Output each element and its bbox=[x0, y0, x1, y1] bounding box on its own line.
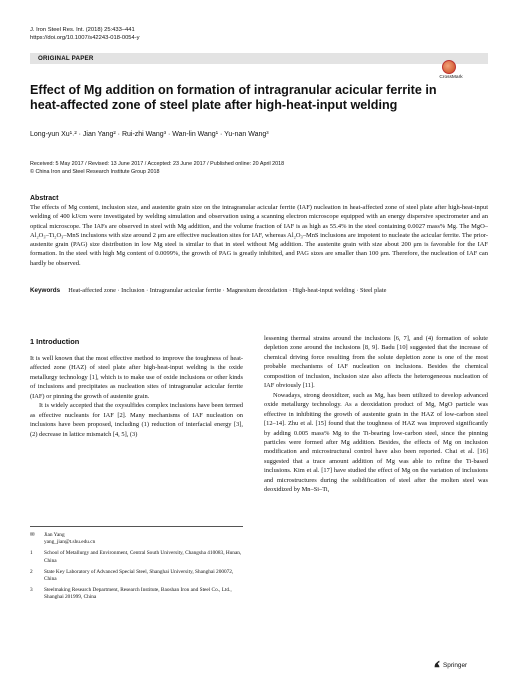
journal-citation bbox=[30, 26, 140, 42]
footnote-divider bbox=[30, 526, 243, 527]
author-footnotes bbox=[30, 532, 243, 606]
corresponding-author: Jian Yang bbox=[44, 532, 65, 538]
abstract-text: The effects of Mg content, inclusion size, and austenite grain size on the intragranular acicular ferrite (IAF) nucleation in heat-affected zone of steel plate after high-heat-input welding of 400 kJ/cm were investigated by welding simulation and observation using a scanning electron microscope equipped with an energy dispersive spectrometer and an optical microscope. The IAFs are observed in steel with Mg addition, and the volume fraction of IAF is as high as 55.4% in the steel containing 0.0027 mass% Mg. The MgO–Al₂O₃–Ti₂O₃–MnS inclusions with size around 2 μm are effective nucleation sites for IAF, whereas Al₂O₃–MnS inclusions are impotent to nucleate the acicular ferrite. The prior-austenite grain (PAG) size distribution in low Mg steel is similar to that in steel without Mg addition. The austenite grain with size about 200 μm is favorable for the IAF formation. In the steel with high Mg content of 0.0099%, the growth of PAG is greatly inhibited, and PAG sizes are smaller than 100 μm. Therefore, the nucleation of IAF can hardly be observed. bbox=[30, 204, 488, 267]
publication-history bbox=[30, 161, 490, 176]
author-list: Long-yun Xu¹˒² · Jian Yang² · Rui-zhi Wang³ · Wan-lin Wang¹ · Yu-nan Wang³ bbox=[30, 131, 269, 138]
paragraph: It is well known that the most effective method to improve the toughness of heat-affected zone (HAZ) of steel plate after high-heat-input welding is the oxide metallurgy technology [1], which is to make use of oxide inclusions or other kinds of inclusions and precipitates as nucleation sites of intragranular acicular ferrite (IAF) or pinning the growth of austenite grain. bbox=[30, 355, 243, 400]
crossmark-icon bbox=[442, 60, 456, 74]
paragraph: lessening thermal strains around the inclusions [6, 7], and (4) formation of solute depletion zone around the inclusions [8, 9]. Badu [10] suggested that the increase of chemical driving force resulting from the solute depletion zone is one of the most probable mechanisms of IAF nucleation on inclusions. Besides the chemical composition of inclusion, inclusion size also affects the heterogeneous nucleation of IAF obviously [11]. bbox=[264, 335, 488, 390]
envelope-icon: ✉ bbox=[30, 532, 35, 538]
affiliation-1 bbox=[30, 550, 243, 564]
section-heading-introduction: 1 Introduction bbox=[30, 337, 80, 346]
article-type-label: ORIGINAL PAPER bbox=[38, 54, 94, 62]
received-dates: Received: 5 May 2017 / Revised: 13 June 2017 / Accepted: 23 June 2017 / Published online: 20 April 2018 bbox=[30, 161, 285, 167]
corresponding-email[interactable]: yang_jian@t.shu.edu.cn bbox=[44, 539, 96, 546]
keywords-block bbox=[30, 286, 488, 296]
crossmark-label: CrossMark bbox=[439, 75, 463, 80]
keywords-list: Heat-affected zone · Inclusion · Intragranular acicular ferrite · Magnesium deoxidation · High-heat-input welding · Steel plate bbox=[68, 287, 387, 294]
paper-title: Effect of Mg addition on formation of intragranular acicular ferrite in heat-affected zone of steel plate after high-heat-input welding bbox=[30, 83, 437, 112]
correspondence-note bbox=[30, 532, 243, 546]
affiliation-3 bbox=[30, 587, 243, 601]
article-type-banner bbox=[30, 53, 488, 64]
affiliation-text: Steelmaking Research Department, Research Institute, Baoshan Iron and Steel Co., Ltd., Shanghai 201999, China bbox=[44, 587, 232, 601]
journal-line: J. Iron Steel Res. Int. (2018) 25:433–441 bbox=[30, 27, 135, 33]
abstract-heading: Abstract bbox=[30, 195, 59, 202]
paragraph: It is widely accepted that the oxysulfides complex inclusions have been termed as effective nucleants for IAF [2]. Many mechanisms of IAF nucleation on inclusions have been proposed, including (1) reduction of interfacial energy [3], (2) decrease in lattice mismatch [4, 5], (3) bbox=[30, 402, 243, 438]
doi-link[interactable]: https://doi.org/10.1007/s42243-018-0054-y bbox=[30, 35, 140, 41]
paragraph: Nowadays, strong deoxidizer, such as Mg, has been utilized to develop advanced oxide metallurgy technology. As a deoxidation product of Mg, MgO particle was effective in inhibiting the growth of austenite grain in the HAZ of low-carbon steel [12–14]. Zhu et al. [15] found that the toughness of HAZ was improved significantly by adding 0.005 mass% Mg to the Ti-bearing low-carbon steel, since the pinning particles were formed after Mg addition. Besides, the effects of Mg on inclusion modification and microstructural control have also been reported. Chai et al. [16] suggested that a trace amount addition of Mg was able to refine the Ti-based inclusions. Kim et al. [17] have studied the effect of Mg on the variation of inclusions and microstructures during the solidification of steel after the molten steel was deoxidized by Mn–Si–Ti, bbox=[264, 391, 488, 494]
affiliation-mark: 1 bbox=[30, 550, 33, 557]
affiliation-text: School of Metallurgy and Environment, Central South University, Changsha 410083, Hunan, China bbox=[44, 550, 242, 564]
copyright-line: © China Iron and Steel Research Institute Group 2018 bbox=[30, 168, 160, 175]
body-column-right bbox=[264, 334, 488, 495]
publisher-logo bbox=[433, 660, 467, 669]
publisher-name: Springer bbox=[443, 662, 468, 669]
body-column-left bbox=[30, 354, 243, 439]
affiliation-text: State Key Laboratory of Advanced Special Steel, Shanghai University, Shanghai 200072, China bbox=[44, 568, 234, 583]
keywords-label: Keywords bbox=[30, 287, 61, 294]
springer-horse-icon bbox=[433, 660, 441, 668]
affiliation-mark: 2 bbox=[30, 568, 33, 575]
affiliation-2 bbox=[30, 569, 243, 583]
affiliation-mark: 3 bbox=[30, 587, 33, 594]
